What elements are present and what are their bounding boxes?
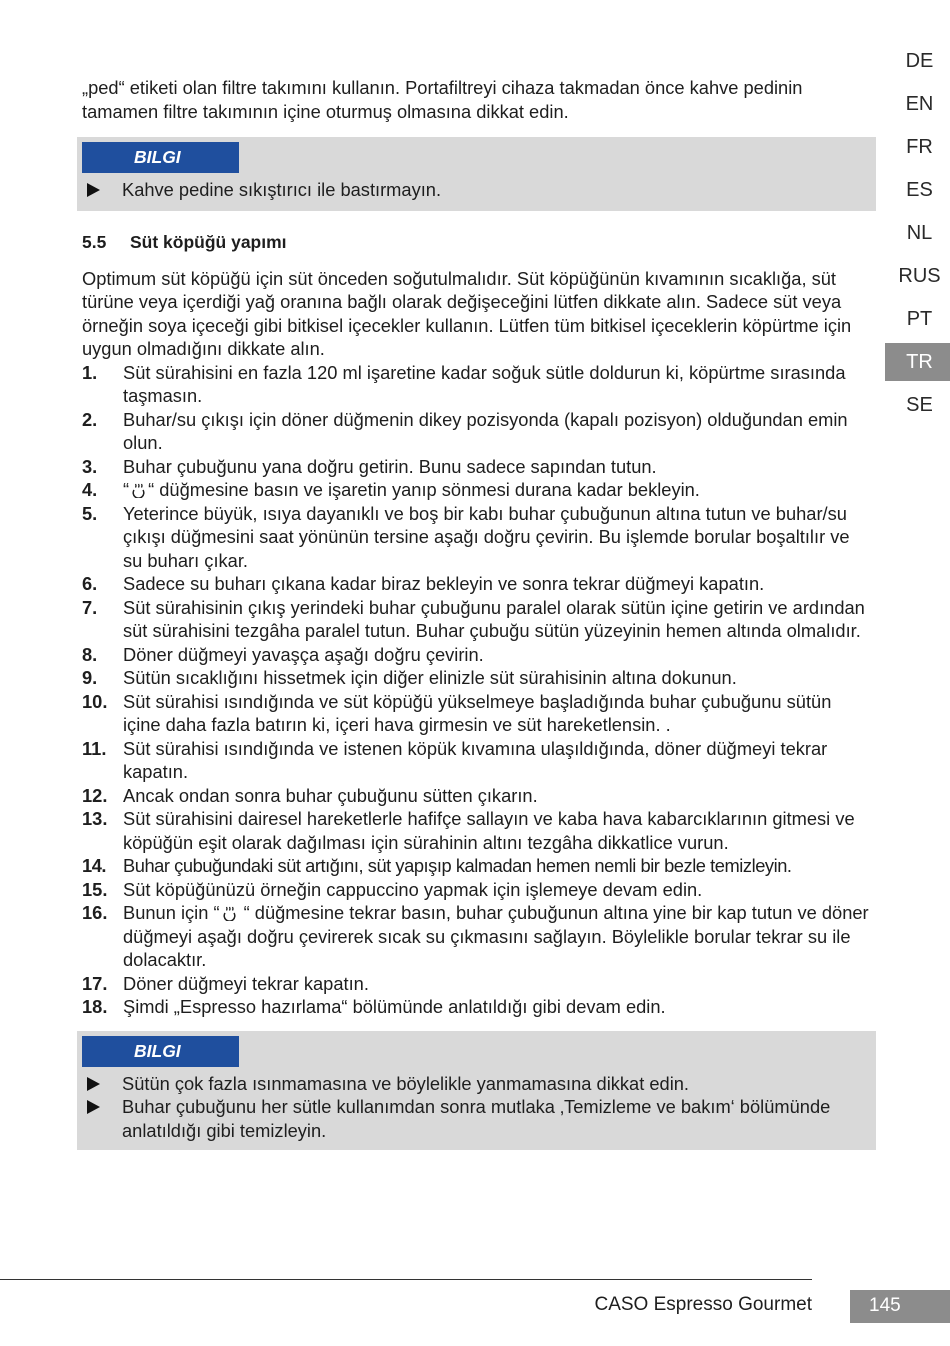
step-number: 5. — [82, 502, 98, 524]
language-tab[interactable]: RUS — [898, 265, 941, 287]
steam-icon — [221, 905, 238, 921]
section-heading — [82, 231, 870, 254]
step-text: Sadece su buharı çıkana kadar biraz bekleyin ve sonra tekrar düğmeyi kapatın. — [123, 573, 765, 594]
info-item-text: Buhar çubuğunu her sütle kullanımdan sonra mutlaka ‚Temizleme ve bakım‘ bölümünde anlatıldığı gibi temizleyin. — [122, 1096, 831, 1141]
step-item — [82, 972, 870, 996]
language-tab[interactable]: NL — [906, 222, 933, 244]
page-number: 145 — [850, 1290, 950, 1323]
language-tab[interactable]: ES — [906, 179, 933, 201]
footer-product-name: CASO Espresso Gourmet — [594, 1294, 812, 1315]
step-text: Döner düğmeyi tekrar kapatın. — [123, 972, 369, 994]
page-content — [82, 76, 870, 1150]
info-list — [77, 178, 876, 202]
step-text: Döner düğmeyi yavaşça aşağı doğru çevirin. — [123, 643, 484, 665]
step-number: 1. — [82, 361, 98, 383]
step-item — [82, 455, 870, 479]
step-number: 14. — [82, 855, 107, 876]
section-number: 5.5 — [82, 231, 107, 252]
language-tab[interactable]: TR — [885, 343, 950, 381]
step-text: Sütün sıcaklığını hissetmek için diğer elinizle süt sürahisinin altına dokunun. — [123, 667, 737, 688]
step-text-before: Bunun için “ — [123, 902, 220, 923]
step-text: Süt sürahisini dairesel hareketlerle hafifçe sallayın ve kaba hava kabarcıklarının gitmesi ve köpüğün eşit olarak dağılması için sürahinin altını tezgâha dikkatlice vurun. — [123, 808, 855, 853]
step-item — [82, 666, 870, 690]
step-number: 2. — [82, 408, 98, 430]
step-text: Buhar çubuğunu yana doğru getirin. Bunu sadece sapından tutun. — [123, 455, 657, 477]
step-text: Yeterince büyük, ısıya dayanıklı ve boş bir kabı buhar çubuğunun altına tutun ve buhar/su çıkışı düğmesini saat yönünün tersine aşağı doğru çevirin. Bu işlemde borular boşaltılır ve su buharı çıkar. — [123, 502, 850, 571]
info-label: BILGI — [82, 1036, 239, 1067]
step-item — [82, 878, 870, 902]
step-number: 9. — [82, 667, 98, 688]
info-item — [77, 1072, 876, 1096]
language-tab[interactable]: FR — [906, 136, 933, 158]
info-item — [77, 178, 876, 202]
step-item — [82, 784, 870, 808]
step-item — [82, 361, 870, 408]
info-box — [77, 137, 876, 211]
step-item — [82, 901, 870, 972]
info-item-text: Kahve pedine sıkıştırıcı ile bastırmayın. — [122, 179, 442, 200]
step-text: Buhar çubuğundaki süt artığını, süt yapışıp kalmadan hemen nemli bir bezle temizleyin. — [123, 855, 792, 876]
step-number: 18. — [82, 996, 108, 1017]
step-item — [82, 596, 870, 643]
triangle-right-icon — [87, 183, 100, 197]
step-number: 8. — [82, 643, 98, 665]
info-label: BILGI — [82, 142, 239, 173]
section-title: Süt köpüğü yapımı — [130, 231, 287, 252]
language-tab[interactable]: SE — [906, 394, 933, 416]
steam-icon — [130, 482, 147, 498]
step-text-after: “ düğmesine tekrar basın, buhar çubuğunun altına yine bir kap tutun ve döner düğmeyi aşağı doğru çevirerek sıcak su çıkmasını sağlayın. Böylelikle borular tekrar su ile dolacaktır. — [123, 902, 869, 970]
info-item-text: Sütün çok fazla ısınmamasına ve böylelikle yanmamasına dikkat edin. — [122, 1072, 690, 1094]
step-number: 7. — [82, 596, 98, 618]
step-text: Süt sürahisi ısındığında ve süt köpüğü yükselmeye başladığında buhar çubuğunu sütün içine daha fazla batırın ki, içeri hava girmesin ve süt hareketlensin. . — [123, 690, 832, 735]
step-item — [82, 807, 870, 854]
step-item — [82, 408, 870, 455]
step-number: 17. — [82, 972, 108, 994]
step-number: 10. — [82, 690, 108, 712]
language-tab[interactable]: EN — [905, 93, 934, 115]
language-tab[interactable]: DE — [905, 50, 934, 72]
step-text: Süt köpüğünüzü örneğin cappuccino yapmak için işlemeye devam edin. — [123, 878, 703, 900]
step-number: 12. — [82, 784, 108, 806]
step-number: 15. — [82, 878, 108, 900]
step-text-before: “ — [123, 479, 130, 500]
info-item — [77, 1095, 876, 1142]
info-list — [77, 1072, 876, 1143]
step-item — [82, 995, 870, 1019]
step-number: 13. — [82, 808, 108, 829]
step-number: 6. — [82, 573, 98, 594]
step-text: Ancak ondan sonra buhar çubuğunu sütten çıkarın. — [123, 784, 538, 806]
language-tab[interactable]: PT — [906, 308, 933, 330]
info-box — [77, 1031, 876, 1151]
footer-divider — [0, 1279, 812, 1280]
intro-text: „ped“ etiketi olan filtre takımını kullanın. Portafiltreyi cihaza takmadan önce kahve pedinin tamamen filtre takımının içine oturmuş olmasına dikkat edin. — [82, 77, 803, 122]
step-item — [82, 690, 870, 737]
step-text: Şimdi „Espresso hazırlama“ bölümünde anlatıldığı gibi devam edin. — [123, 996, 666, 1017]
step-text: Süt sürahisini en fazla 120 ml işaretine kadar soğuk sütle doldurun ki, köpürtme sırasında taşmasın. — [123, 361, 846, 406]
step-item — [82, 737, 870, 784]
step-item — [82, 854, 870, 878]
step-item — [82, 572, 870, 596]
step-text: Süt sürahisi ısındığında ve istenen köpük kıvamına ulaşıldığında, döner düğmeyi tekrar kapatın. — [123, 737, 828, 782]
steps-list — [82, 361, 870, 1019]
step-item — [82, 643, 870, 667]
language-tabs — [885, 42, 950, 429]
step-item — [82, 478, 870, 502]
step-number: 3. — [82, 455, 98, 477]
step-item — [82, 502, 870, 573]
triangle-right-icon — [87, 1077, 100, 1091]
triangle-right-icon — [87, 1100, 100, 1114]
step-number: 16. — [82, 902, 108, 923]
section-paragraph: Optimum süt köpüğü için süt önceden soğutulmalıdır. Süt köpüğünün kıvamının sıcaklığa, süt türüne veya içerdiği yağ oranına bağlı olarak değişeceğini lütfen dikkate alın. Sadece süt veya örneğin soya içeceği gibi bitkisel içecekler kullanın. Lütfen tüm bitkisel içeceklerin köpürtme için uygun olmadığını dikkate alın. — [82, 267, 852, 359]
step-text-after: “ düğmesine basın ve işaretin yanıp sönmesi durana kadar bekleyin. — [148, 479, 700, 500]
step-text: Buhar/su çıkışı için döner düğmenin dikey pozisyonda (kapalı pozisyon) olduğundan emin olun. — [123, 408, 848, 453]
step-text: Süt sürahisinin çıkış yerindeki buhar çubuğunu paralel olarak sütün içine getirin ve ardından süt sürahisini tezgâha paralel tutun. Buhar çubuğu sütün yüzeyinin hemen altında olmalıdır. — [123, 596, 865, 641]
step-number: 4. — [82, 479, 98, 500]
step-number: 11. — [82, 737, 107, 759]
